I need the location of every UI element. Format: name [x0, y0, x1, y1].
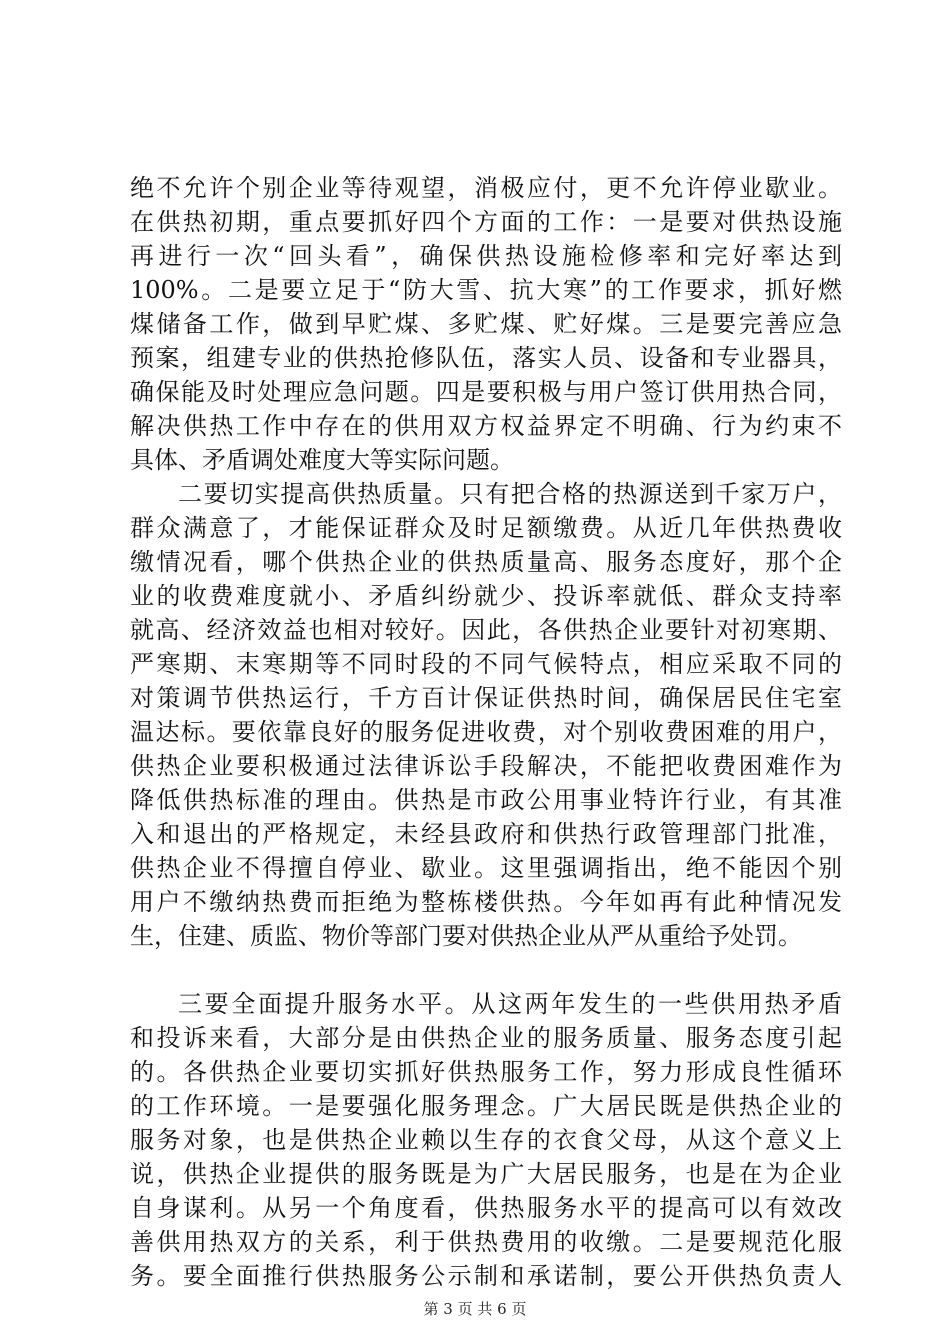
- text-line: 严寒期、末寒期等不同时段的不同气候特点，相应采取不同的: [130, 650, 842, 678]
- text-line: 确保能及时处理应急问题。四是要积极与用户签订供用热合同，: [130, 378, 842, 406]
- text-line: 再进行一次“回头看”，确保供热设施检修率和完好率达到: [130, 242, 842, 270]
- text-line: 善供用热双方的关系，利于供热费用的收缴。二是要规范化服: [130, 1228, 842, 1256]
- text-line: 温达标。要依靠良好的服务促进收费，对个别收费困难的用户，: [130, 718, 842, 746]
- text-line: 务。要全面推行供热服务公示制和承诺制，要公开供热负责人: [130, 1262, 842, 1290]
- text-line: 和投诉来看，大部分是由供热企业的服务质量、服务态度引起: [130, 1024, 842, 1052]
- text-line: 用户不缴纳热费而拒绝为整栋楼供热。今年如再有此种情况发: [130, 888, 842, 916]
- text-line: 的。各供热企业要切实抓好供热服务工作，努力形成良性循环: [130, 1058, 842, 1086]
- paragraph-spacer: [130, 953, 842, 987]
- text-line: 解决供热工作中存在的供用双方权益界定不明确、行为约束不: [130, 412, 842, 440]
- text-line: 入和退出的严格规定，未经县政府和供热行政管理部门批准，: [130, 820, 842, 848]
- text-line: 的工作环境。一是要强化服务理念。广大居民既是供热企业的: [130, 1092, 842, 1120]
- text-line: 缴情况看，哪个供热企业的供热质量高、服务态度好，那个企: [130, 548, 842, 576]
- text-line: 说，供热企业提供的服务既是为广大居民服务，也是在为企业: [130, 1160, 842, 1188]
- text-line: 供热企业不得擅自停业、歇业。这里强调指出，绝不能因个别: [130, 854, 842, 882]
- text-line: 煤储备工作，做到早贮煤、多贮煤、贮好煤。三是要完善应急: [130, 310, 842, 338]
- text-line: 生，住建、质监、物价等部门要对供热企业从严从重给予处罚。: [130, 922, 802, 950]
- text-line: 在供热初期，重点要抓好四个方面的工作：一是要对供热设施: [130, 208, 842, 236]
- document-body: [130, 171, 842, 1293]
- text-line: 群众满意了，才能保证群众及时足额缴费。从近几年供热费收: [130, 514, 842, 542]
- text-line: 就高、经济效益也相对较好。因此，各供热企业要针对初寒期、: [130, 616, 842, 644]
- paragraph-1: [130, 171, 842, 477]
- text-line: 具体、矛盾调处难度大等实际问题。: [130, 446, 514, 474]
- text-line: 自身谋利。从另一个角度看，供热服务水平的提高可以有效改: [130, 1194, 842, 1222]
- text-line: 业的收费难度就小、矛盾纠纷就少、投诉率就低、群众支持率: [130, 582, 842, 610]
- text-line: 服务对象，也是供热企业赖以生存的衣食父母，从这个意义上: [130, 1126, 842, 1154]
- paragraph-3: [130, 987, 842, 1293]
- page-number-footer: 第 3 页 共 6 页: [423, 1300, 527, 1318]
- text-line: 三要全面提升服务水平。从这两年发生的一些供用热矛盾: [178, 990, 842, 1018]
- text-line: 预案，组建专业的供热抢修队伍，落实人员、设备和专业器具，: [130, 344, 842, 372]
- text-line: 降低供热标准的理由。供热是市政公用事业特许行业，有其准: [130, 786, 842, 814]
- text-line: 供热企业要积极通过法律诉讼手段解决，不能把收费困难作为: [130, 752, 842, 780]
- text-line: 绝不允许个别企业等待观望，消极应付，更不允许停业歇业。: [130, 174, 842, 202]
- text-line: 对策调节供热运行，千方百计保证供热时间，确保居民住宅室: [130, 684, 842, 712]
- paragraph-2: [130, 477, 842, 953]
- text-line: 100%。二是要立足于“防大雪、抗大寒”的工作要求，抓好燃: [130, 276, 842, 304]
- text-line: 二要切实提高供热质量。只有把合格的热源送到千家万户，: [178, 480, 842, 508]
